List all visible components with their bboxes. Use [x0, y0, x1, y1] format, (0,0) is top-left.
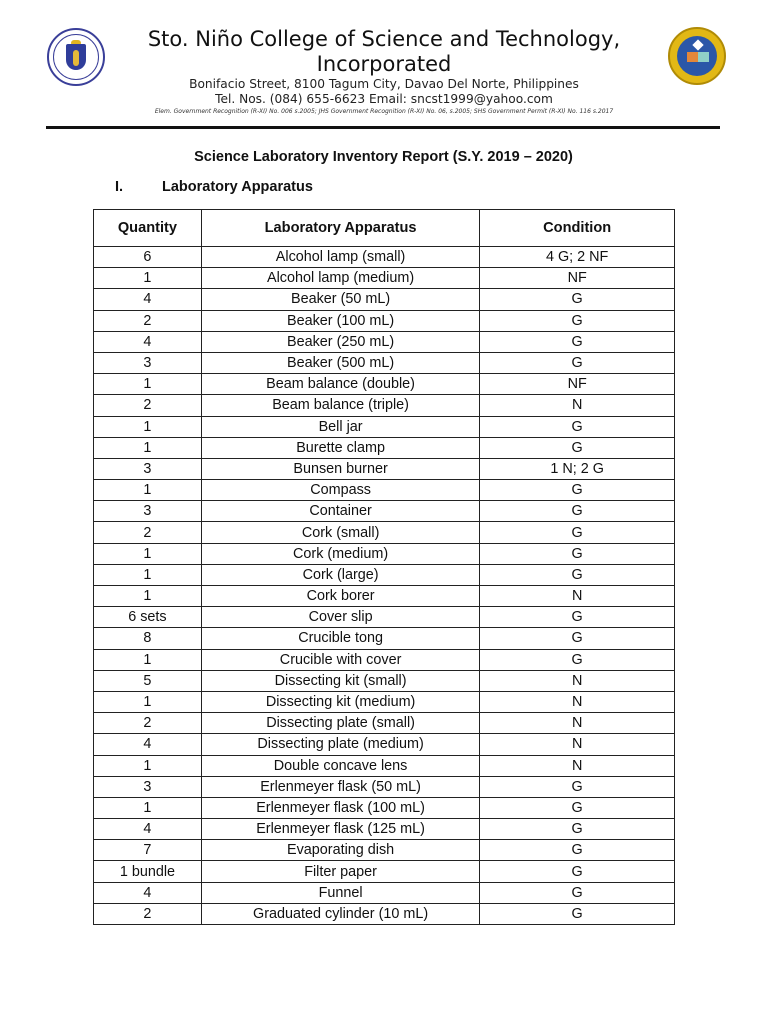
- cell-apparatus: Cover slip: [201, 607, 479, 628]
- table-row: [94, 670, 675, 691]
- cell-apparatus: Cork (small): [201, 522, 479, 543]
- cell-apparatus: Cork (large): [201, 564, 479, 585]
- cell-apparatus: Erlenmeyer flask (125 mL): [201, 819, 479, 840]
- cell-quantity: 2: [94, 395, 202, 416]
- cell-condition: NF: [480, 374, 675, 395]
- cell-quantity: 1: [94, 691, 202, 712]
- cell-condition: G: [480, 522, 675, 543]
- cell-apparatus: Container: [201, 501, 479, 522]
- section-number: I.: [115, 179, 124, 195]
- table-row: [94, 840, 675, 861]
- cell-condition: G: [480, 882, 675, 903]
- cell-apparatus: Compass: [201, 480, 479, 501]
- table-row: [94, 819, 675, 840]
- cell-condition: N: [480, 395, 675, 416]
- table-row: [94, 480, 675, 501]
- cell-quantity: 3: [94, 352, 202, 373]
- header-apparatus: Laboratory Apparatus: [201, 210, 479, 247]
- table-row: [94, 437, 675, 458]
- cell-quantity: 1: [94, 564, 202, 585]
- cell-apparatus: Dissecting plate (small): [201, 713, 479, 734]
- school-address: Bonifacio Street, 8100 Tagum City, Davao Del Norte, Philippines: [189, 77, 579, 91]
- cell-apparatus: Beaker (250 mL): [201, 331, 479, 352]
- cell-apparatus: Cork borer: [201, 586, 479, 607]
- cell-condition: G: [480, 628, 675, 649]
- cell-quantity: 1 bundle: [94, 861, 202, 882]
- cell-quantity: 2: [94, 522, 202, 543]
- cell-quantity: 1: [94, 480, 202, 501]
- cell-condition: G: [480, 861, 675, 882]
- table-row: [94, 564, 675, 585]
- table-row: [94, 649, 675, 670]
- cell-quantity: 3: [94, 776, 202, 797]
- cell-apparatus: Evaporating dish: [201, 840, 479, 861]
- cell-quantity: 4: [94, 289, 202, 310]
- cell-apparatus: Crucible tong: [201, 628, 479, 649]
- table-row: [94, 691, 675, 712]
- cell-condition: NF: [480, 268, 675, 289]
- cell-condition: G: [480, 543, 675, 564]
- cell-quantity: 5: [94, 670, 202, 691]
- cell-quantity: 4: [94, 819, 202, 840]
- cell-quantity: 1: [94, 374, 202, 395]
- cell-apparatus: Beam balance (triple): [201, 395, 479, 416]
- inventory-table: [93, 209, 675, 925]
- cell-condition: G: [480, 649, 675, 670]
- cell-apparatus: Erlenmeyer flask (100 mL): [201, 797, 479, 818]
- cell-apparatus: Beaker (50 mL): [201, 289, 479, 310]
- cell-condition: 4 G; 2 NF: [480, 247, 675, 268]
- cell-condition: G: [480, 564, 675, 585]
- cell-condition: G: [480, 797, 675, 818]
- cell-apparatus: Dissecting kit (medium): [201, 691, 479, 712]
- cell-condition: G: [480, 480, 675, 501]
- cell-condition: N: [480, 670, 675, 691]
- cell-quantity: 2: [94, 903, 202, 924]
- table-row: [94, 586, 675, 607]
- cell-condition: 1 N; 2 G: [480, 458, 675, 479]
- cell-quantity: 1: [94, 437, 202, 458]
- cell-condition: N: [480, 734, 675, 755]
- school-name-line1: Sto. Niño College of Science and Technology,: [147, 27, 621, 51]
- report-title: Science Laboratory Inventory Report (S.Y. 2019 – 2020): [194, 149, 573, 165]
- header-divider: [46, 126, 720, 129]
- cell-quantity: 4: [94, 734, 202, 755]
- government-recognition: Elem. Government Recognition (R-XI) No. 006 s.2005; JHS Government Recognition (R-XI) No. 06, s.2005; SHS Government Permit (R-XI) No. 116 s.2017: [154, 108, 614, 115]
- table-row: [94, 310, 675, 331]
- cell-apparatus: Alcohol lamp (small): [201, 247, 479, 268]
- cell-apparatus: Dissecting kit (small): [201, 670, 479, 691]
- table-row: [94, 268, 675, 289]
- cell-quantity: 1: [94, 797, 202, 818]
- cell-apparatus: Filter paper: [201, 861, 479, 882]
- header-condition: Condition: [480, 210, 675, 247]
- cell-apparatus: Erlenmeyer flask (50 mL): [201, 776, 479, 797]
- cell-condition: N: [480, 691, 675, 712]
- table-row: [94, 628, 675, 649]
- school-contact: Tel. Nos. (084) 655-6623 Email: sncst1999@yahoo.com: [215, 92, 553, 106]
- cell-quantity: 2: [94, 310, 202, 331]
- cell-quantity: 4: [94, 882, 202, 903]
- cell-condition: G: [480, 903, 675, 924]
- cell-condition: G: [480, 501, 675, 522]
- cell-condition: G: [480, 607, 675, 628]
- table-row: [94, 776, 675, 797]
- table-row: [94, 755, 675, 776]
- cell-apparatus: Beaker (100 mL): [201, 310, 479, 331]
- cell-condition: G: [480, 331, 675, 352]
- table-row: [94, 458, 675, 479]
- cell-condition: G: [480, 819, 675, 840]
- cell-condition: N: [480, 755, 675, 776]
- cell-apparatus: Bunsen burner: [201, 458, 479, 479]
- cell-condition: G: [480, 352, 675, 373]
- cell-quantity: 1: [94, 416, 202, 437]
- table-row: [94, 501, 675, 522]
- table-row: [94, 247, 675, 268]
- cell-apparatus: Funnel: [201, 882, 479, 903]
- cell-apparatus: Dissecting plate (medium): [201, 734, 479, 755]
- table-row: [94, 903, 675, 924]
- header-quantity: Quantity: [94, 210, 202, 247]
- deped-seal-icon: [47, 28, 105, 86]
- cell-apparatus: Cork (medium): [201, 543, 479, 564]
- cell-quantity: 8: [94, 628, 202, 649]
- table-row: [94, 713, 675, 734]
- table-body: [94, 247, 675, 925]
- cell-quantity: 2: [94, 713, 202, 734]
- table-row: [94, 734, 675, 755]
- table-row: [94, 882, 675, 903]
- cell-condition: G: [480, 289, 675, 310]
- cell-apparatus: Double concave lens: [201, 755, 479, 776]
- table-row: [94, 416, 675, 437]
- table-row: [94, 352, 675, 373]
- cell-quantity: 1: [94, 755, 202, 776]
- table-row: [94, 289, 675, 310]
- table-header-row: [94, 210, 675, 247]
- table-row: [94, 522, 675, 543]
- cell-apparatus: Burette clamp: [201, 437, 479, 458]
- table-row: [94, 607, 675, 628]
- cell-quantity: 1: [94, 543, 202, 564]
- cell-apparatus: Crucible with cover: [201, 649, 479, 670]
- cell-condition: G: [480, 416, 675, 437]
- cell-quantity: 7: [94, 840, 202, 861]
- school-seal-icon: [668, 27, 726, 85]
- section-title: Laboratory Apparatus: [162, 179, 313, 195]
- cell-quantity: 6: [94, 247, 202, 268]
- cell-quantity: 1: [94, 268, 202, 289]
- cell-condition: G: [480, 776, 675, 797]
- table-row: [94, 331, 675, 352]
- cell-quantity: 3: [94, 501, 202, 522]
- table-row: [94, 543, 675, 564]
- cell-condition: N: [480, 586, 675, 607]
- cell-condition: G: [480, 840, 675, 861]
- cell-quantity: 1: [94, 586, 202, 607]
- cell-quantity: 6 sets: [94, 607, 202, 628]
- cell-apparatus: Graduated cylinder (10 mL): [201, 903, 479, 924]
- cell-quantity: 3: [94, 458, 202, 479]
- table-row: [94, 797, 675, 818]
- cell-apparatus: Alcohol lamp (medium): [201, 268, 479, 289]
- cell-condition: G: [480, 310, 675, 331]
- table-row: [94, 861, 675, 882]
- cell-condition: N: [480, 713, 675, 734]
- cell-quantity: 1: [94, 649, 202, 670]
- table-row: [94, 395, 675, 416]
- cell-apparatus: Bell jar: [201, 416, 479, 437]
- table-row: [94, 374, 675, 395]
- cell-apparatus: Beam balance (double): [201, 374, 479, 395]
- cell-apparatus: Beaker (500 mL): [201, 352, 479, 373]
- cell-condition: G: [480, 437, 675, 458]
- school-name-line2: Incorporated: [316, 52, 452, 76]
- cell-quantity: 4: [94, 331, 202, 352]
